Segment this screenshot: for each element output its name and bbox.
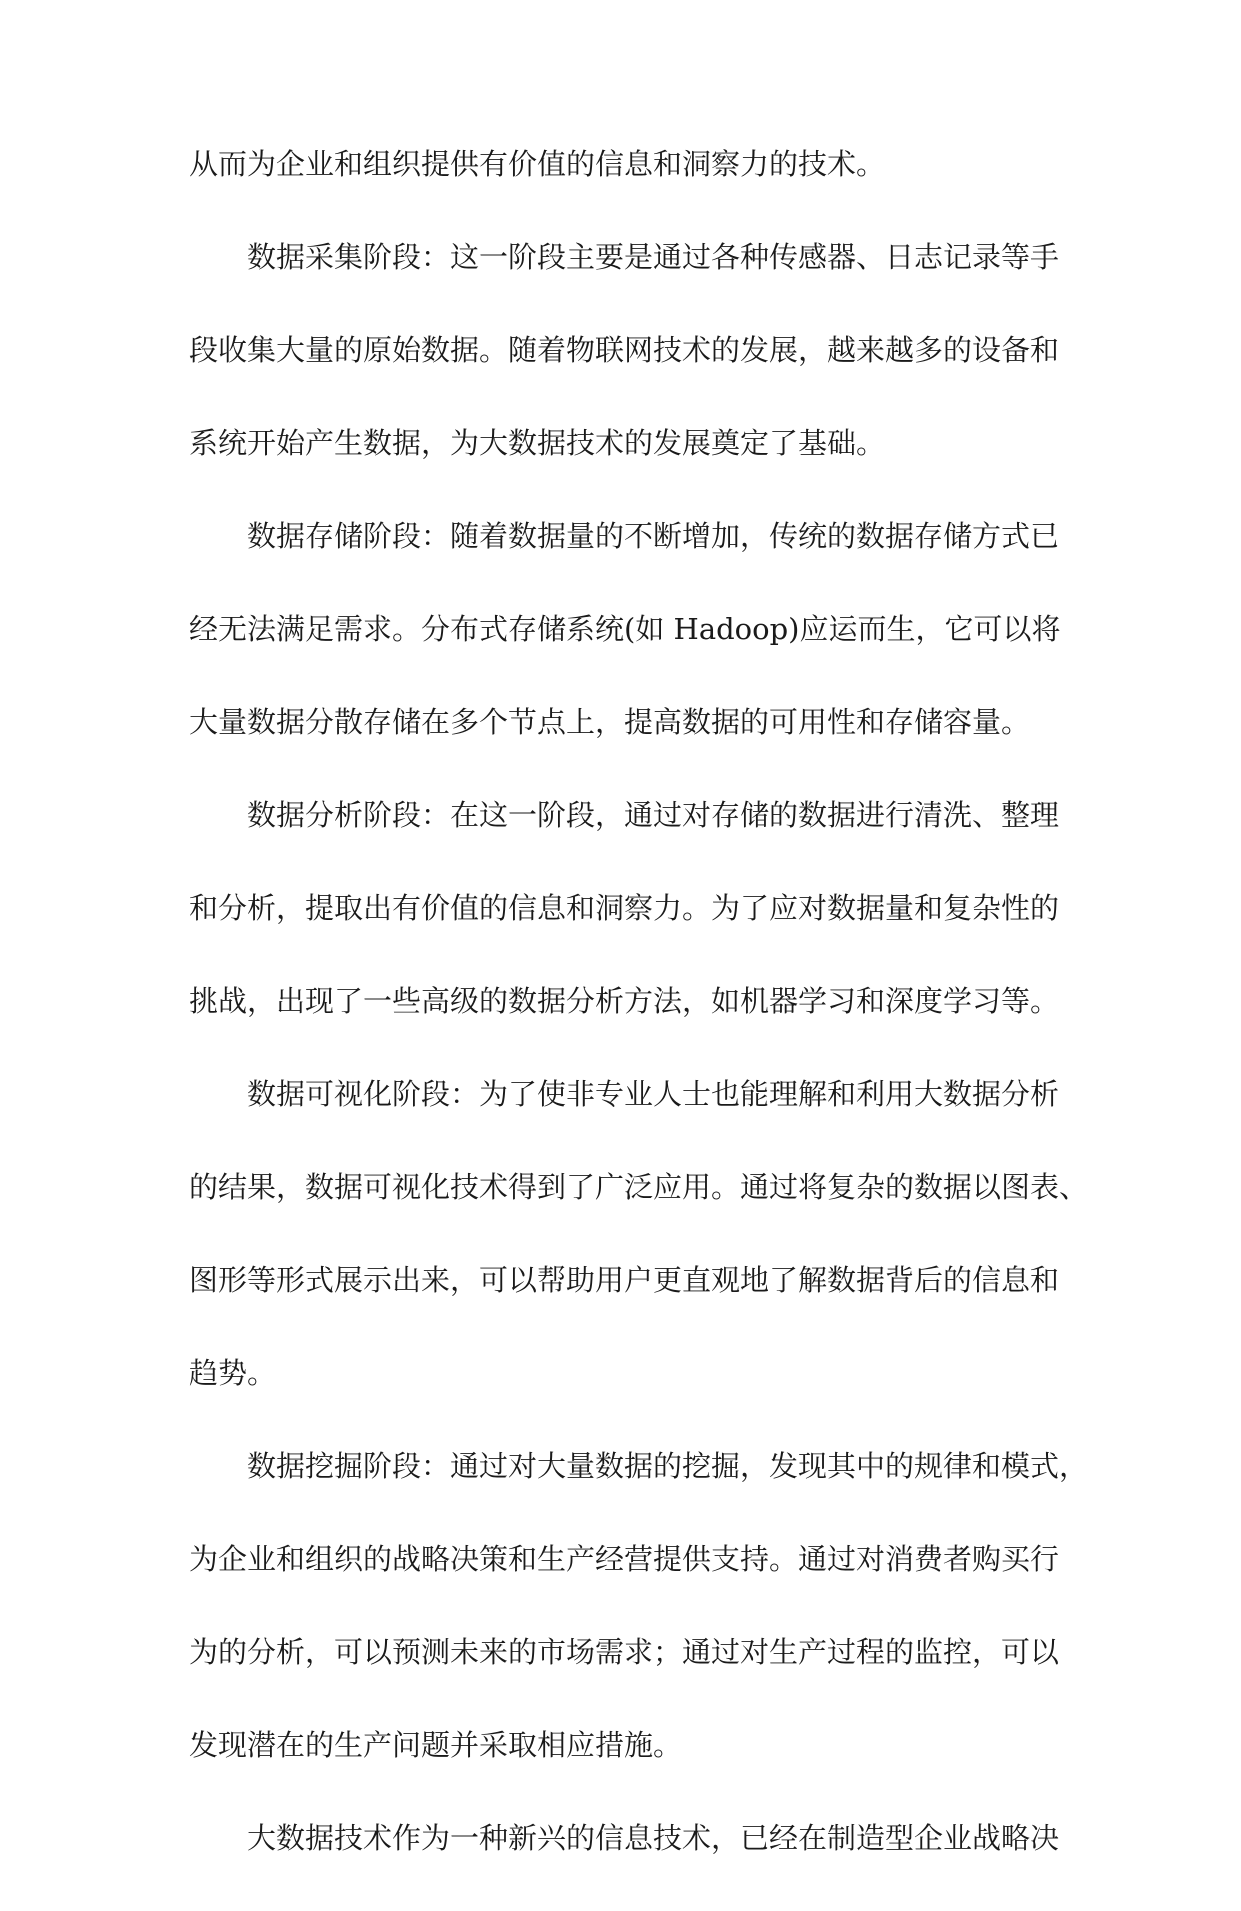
text-line: 数据采集阶段：这一阶段主要是通过各种传感器、日志记录等手 bbox=[247, 240, 1060, 274]
text-line: 数据可视化阶段：为了使非专业人士也能理解和利用大数据分析 bbox=[247, 1077, 1060, 1111]
text-line: 为企业和组织的战略决策和生产经营提供支持。通过对消费者购买行 bbox=[189, 1542, 1060, 1576]
text-line: 段收集大量的原始数据。随着物联网技术的发展，越来越多的设备和 bbox=[189, 333, 1060, 367]
text-line: 经无法满足需求。分布式存储系统(如 Hadoop)应运而生，它可以将 bbox=[189, 612, 1061, 646]
text-line: 数据分析阶段：在这一阶段，通过对存储的数据进行清洗、整理 bbox=[247, 798, 1060, 832]
text-line: 数据存储阶段：随着数据量的不断增加，传统的数据存储方式已 bbox=[247, 519, 1060, 553]
text-line: 图形等形式展示出来，可以帮助用户更直观地了解数据背后的信息和 bbox=[189, 1263, 1060, 1297]
text-line: 数据挖掘阶段：通过对大量数据的挖掘，发现其中的规律和模式， bbox=[247, 1449, 1089, 1483]
text-line: 发现潜在的生产问题并采取相应措施。 bbox=[189, 1728, 683, 1762]
text-line: 从而为企业和组织提供有价值的信息和洞察力的技术。 bbox=[189, 147, 886, 181]
body-text bbox=[189, 144, 1089, 1911]
text-line: 系统开始产生数据，为大数据技术的发展奠定了基础。 bbox=[189, 426, 886, 460]
text-line: 趋势。 bbox=[189, 1356, 277, 1390]
text-line: 的结果，数据可视化技术得到了广泛应用。通过将复杂的数据以图表、 bbox=[189, 1170, 1089, 1204]
text-line: 大量数据分散存储在多个节点上，提高数据的可用性和存储容量。 bbox=[189, 705, 1031, 739]
text-line: 大数据技术作为一种新兴的信息技术，已经在制造型企业战略决 bbox=[247, 1821, 1060, 1855]
text-line: 为的分析，可以预测未来的市场需求；通过对生产过程的监控，可以 bbox=[189, 1635, 1060, 1669]
text-line: 和分析，提取出有价值的信息和洞察力。为了应对数据量和复杂性的 bbox=[189, 891, 1060, 925]
text-line: 挑战，出现了一些高级的数据分析方法，如机器学习和深度学习等。 bbox=[189, 984, 1060, 1018]
